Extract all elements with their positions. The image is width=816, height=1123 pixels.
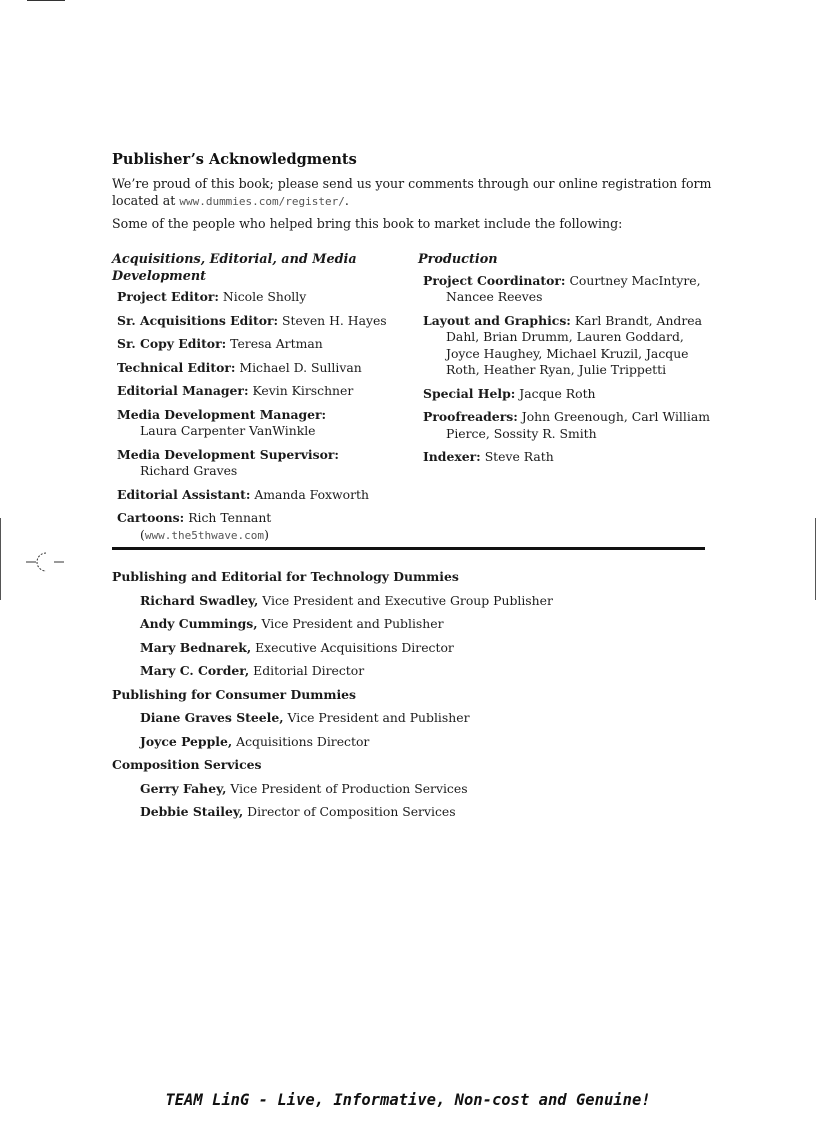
credit-entry [117, 510, 402, 544]
staff-member [140, 781, 712, 797]
credit-entry [117, 447, 402, 480]
section-title: Composition Services [112, 757, 262, 772]
section-title: Publishing and Editorial for Technology Dummies [112, 569, 459, 584]
credit-names: Teresa Artman [230, 336, 323, 351]
intro-text: We’re proud of this book; please send us your comments through our online registration form located at [112, 176, 712, 208]
credit-entry [423, 313, 718, 379]
credit-role: Sr. Copy Editor: [117, 336, 227, 351]
credit-role: Cartoons: [117, 510, 185, 525]
staff-member [140, 804, 712, 820]
credit-names: Kevin Kirschner [252, 383, 354, 398]
credit-entry [117, 336, 402, 353]
credit-names: John Greenough, Carl William Pierce, Sossity R. Smith [446, 409, 710, 441]
intro-paragraph [112, 176, 712, 210]
staff-member [140, 734, 712, 750]
staff-title: Vice President and Publisher [287, 710, 470, 725]
credit-names: Michael D. Sullivan [239, 359, 362, 375]
staff-name: Mary C. Corder, [140, 663, 250, 678]
credit-role: Editorial Assistant: [117, 486, 251, 502]
credit-entry [117, 289, 402, 306]
credit-close: ) [264, 526, 269, 542]
credit-entry [423, 409, 718, 442]
publishing-staff-list [112, 569, 712, 828]
staff-title: Executive Acquisitions Director [255, 639, 454, 655]
credit-role: Indexer: [423, 449, 481, 464]
staff-title: Vice President and Executive Group Publisher [262, 592, 553, 608]
credit-role: Special Help: [423, 385, 516, 401]
credit-role: Proofreaders: [423, 409, 518, 424]
credit-entry [117, 383, 402, 400]
credit-role: Technical Editor: [117, 359, 236, 375]
crop-mark-top [27, 0, 65, 1]
credit-entry [117, 360, 402, 377]
staff-name: Diane Graves Steele, [140, 710, 284, 725]
staff-title: Vice President of Production Services [230, 780, 468, 796]
credit-role: Media Development Supervisor: [117, 446, 339, 462]
intro-period: . [344, 192, 349, 208]
credit-role: Project Coordinator: [423, 272, 566, 288]
credit-role: Editorial Manager: [117, 383, 249, 398]
register-url-link[interactable]: www.dummies.com/register/ [179, 194, 345, 208]
production-column [418, 252, 718, 473]
intro-followup: Some of the people who helped bring this book to market include the following: [112, 216, 623, 231]
production-column-title: Production [418, 252, 498, 267]
credit-role: Layout and Graphics: [423, 312, 571, 328]
registration-mark-icon [24, 550, 66, 574]
editorial-column [112, 252, 402, 551]
editorial-column-title: Acquisitions, Editorial, and Media Development [112, 252, 357, 284]
page-title: Publisher’s Acknowledgments [112, 151, 357, 168]
credit-role: Sr. Acquisitions Editor: [117, 312, 279, 328]
credit-names: Jacque Roth [519, 385, 596, 401]
credit-role: Project Editor: [117, 289, 219, 304]
section-title: Publishing for Consumer Dummies [112, 686, 357, 702]
credit-names: Amanda Foxworth [254, 486, 369, 502]
footer-banner: TEAM LinG - Live, Informative, Non-cost and Genuine! [165, 1091, 651, 1109]
staff-name: Andy Cummings, [140, 616, 258, 631]
credit-names: Richard Graves [140, 463, 238, 478]
cartoon-url-link[interactable]: www.the5thwave.com [144, 528, 265, 542]
staff-name: Joyce Pepple, [140, 733, 233, 749]
staff-title: Acquisitions Director [236, 733, 370, 749]
staff-member [140, 616, 712, 632]
credit-entry [117, 487, 402, 504]
credit-entry [117, 313, 402, 330]
staff-member [140, 663, 712, 679]
staff-title: Vice President and Publisher [261, 616, 444, 631]
staff-title: Director of Composition Services [247, 804, 456, 819]
credit-names: Laura Carpenter VanWinkle [140, 423, 316, 438]
staff-member [140, 710, 712, 726]
section-divider [112, 547, 705, 550]
staff-name: Richard Swadley, [140, 592, 259, 608]
credit-entry [423, 449, 718, 466]
credit-names: Nicole Sholly [222, 289, 307, 304]
staff-member [140, 640, 712, 656]
credit-names: Rich Tennant ( [140, 510, 272, 542]
staff-name: Debbie Stailey, [140, 804, 244, 819]
credit-entry [117, 407, 402, 440]
staff-name: Mary Bednarek, [140, 639, 252, 655]
crop-mark-left [0, 518, 1, 600]
credit-names: Karl Brandt, Andrea Dahl, Brian Drumm, Lauren Goddard, Joyce Haughey, Michael Kruzil, Jacque Roth, Heather Ryan, Julie Trippetti [446, 312, 702, 377]
credit-entry [423, 273, 718, 306]
staff-name: Gerry Fahey, [140, 780, 227, 796]
staff-member [140, 593, 712, 609]
staff-title: Editorial Director [253, 663, 365, 678]
credit-names: Steven H. Hayes [282, 312, 387, 328]
credit-entry [423, 386, 718, 403]
credit-role: Media Development Manager: [117, 406, 327, 422]
credit-names: Courtney MacIntyre, Nancee Reeves [446, 272, 701, 304]
credit-names: Steve Rath [484, 449, 554, 464]
